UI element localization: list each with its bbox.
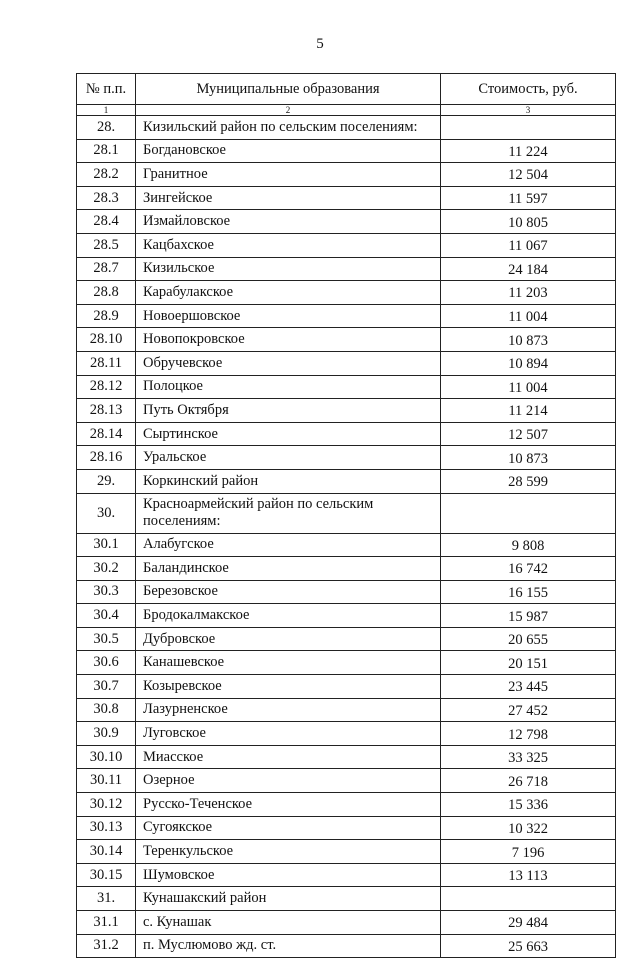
header-cost: Стоимость, руб. [441,74,616,105]
row-municipality: Сыртинское [136,422,441,446]
row-number: 30.11 [77,769,136,793]
row-number: 28.8 [77,281,136,305]
table-row [77,304,616,328]
table-row [77,533,616,557]
row-cost: 11 004 [441,375,616,399]
row-number: 28.4 [77,210,136,234]
row-municipality: Коркинский район [136,469,441,493]
table-row [77,257,616,281]
row-municipality: Гранитное [136,163,441,187]
row-municipality: Полоцкое [136,375,441,399]
row-number: 28.12 [77,375,136,399]
table-row [77,887,616,911]
row-number: 28.16 [77,446,136,470]
row-cost: 12 507 [441,422,616,446]
row-cost: 33 325 [441,745,616,769]
row-municipality: Зингейское [136,186,441,210]
row-number: 28.10 [77,328,136,352]
row-number: 29. [77,469,136,493]
table-header-row [77,74,616,105]
row-municipality: Уральское [136,446,441,470]
row-municipality: Озерное [136,769,441,793]
row-municipality: Луговское [136,722,441,746]
row-municipality: Новопокровское [136,328,441,352]
row-municipality: Новоершовское [136,304,441,328]
row-number: 30.3 [77,580,136,604]
row-municipality: Русско-Теченское [136,793,441,817]
row-cost: 15 987 [441,604,616,628]
row-number: 30.14 [77,840,136,864]
row-cost: 20 151 [441,651,616,675]
row-cost: 15 336 [441,793,616,817]
row-number: 28. [77,116,136,140]
page-number: 5 [316,36,324,52]
row-cost [441,887,616,911]
table-row [77,116,616,140]
table-row [77,469,616,493]
table-row [77,722,616,746]
row-cost: 10 873 [441,446,616,470]
row-cost: 7 196 [441,840,616,864]
table-row [77,816,616,840]
table-row [77,399,616,423]
row-cost: 10 873 [441,328,616,352]
table-row [77,934,616,958]
row-cost: 12 798 [441,722,616,746]
row-municipality: Дубровское [136,627,441,651]
row-cost: 16 742 [441,557,616,581]
table-row [77,233,616,257]
row-cost: 13 113 [441,863,616,887]
row-municipality: Миасское [136,745,441,769]
table-row [77,911,616,935]
row-cost [441,493,616,533]
row-municipality: Красноармейский район по сельским поселениям: [136,493,441,533]
row-municipality: Обручевское [136,351,441,375]
table-row [77,769,616,793]
row-number: 28.5 [77,233,136,257]
row-cost: 11 004 [441,304,616,328]
row-cost: 10 894 [441,351,616,375]
column-index-row [77,105,616,116]
row-municipality: Измайловское [136,210,441,234]
row-municipality: с. Кунашак [136,911,441,935]
table-row [77,328,616,352]
table-row [77,863,616,887]
row-number: 30.10 [77,745,136,769]
header-municipality: Муниципальные образования [136,74,441,105]
table-row [77,745,616,769]
table-row [77,604,616,628]
row-cost: 26 718 [441,769,616,793]
header-number: № п.п. [77,74,136,105]
row-number: 28.1 [77,139,136,163]
row-municipality: Кунашакский район [136,887,441,911]
row-cost: 24 184 [441,257,616,281]
table-row [77,351,616,375]
table-row [77,557,616,581]
row-number: 31. [77,887,136,911]
row-number: 28.7 [77,257,136,281]
row-number: 30.2 [77,557,136,581]
row-cost: 25 663 [441,934,616,958]
table-row [77,840,616,864]
table-row [77,446,616,470]
row-municipality: Богдановское [136,139,441,163]
row-cost: 11 224 [441,139,616,163]
row-municipality: п. Муслюмово жд. ст. [136,934,441,958]
table-row [77,493,616,533]
table-row [77,627,616,651]
row-cost: 11 214 [441,399,616,423]
row-cost: 11 067 [441,233,616,257]
row-municipality: Кизильское [136,257,441,281]
row-number: 30.13 [77,816,136,840]
row-number: 28.11 [77,351,136,375]
row-number: 30. [77,493,136,533]
row-municipality: Теренкульское [136,840,441,864]
row-municipality: Бродокалмакское [136,604,441,628]
row-cost: 9 808 [441,533,616,557]
row-municipality: Баландинское [136,557,441,581]
table-row [77,186,616,210]
cost-table [76,73,616,958]
row-municipality: Березовское [136,580,441,604]
row-municipality: Кацбахское [136,233,441,257]
row-cost: 10 805 [441,210,616,234]
row-number: 30.15 [77,863,136,887]
row-cost: 28 599 [441,469,616,493]
row-cost: 27 452 [441,698,616,722]
row-number: 30.6 [77,651,136,675]
table-row [77,675,616,699]
row-number: 30.7 [77,675,136,699]
row-cost: 20 655 [441,627,616,651]
table-row [77,210,616,234]
row-municipality: Козыревское [136,675,441,699]
table-row [77,698,616,722]
row-number: 28.13 [77,399,136,423]
row-municipality: Карабулакское [136,281,441,305]
row-number: 30.9 [77,722,136,746]
column-index-3: 3 [441,105,616,116]
row-number: 30.5 [77,627,136,651]
table-row [77,281,616,305]
row-cost: 16 155 [441,580,616,604]
row-municipality: Канашевское [136,651,441,675]
row-cost [441,116,616,140]
table-row [77,163,616,187]
table-row [77,651,616,675]
row-number: 28.9 [77,304,136,328]
row-number: 30.12 [77,793,136,817]
row-number: 30.1 [77,533,136,557]
row-municipality: Сугоякское [136,816,441,840]
row-number: 28.2 [77,163,136,187]
row-number: 30.8 [77,698,136,722]
column-index-2: 2 [136,105,441,116]
row-cost: 23 445 [441,675,616,699]
table-row [77,580,616,604]
row-number: 28.14 [77,422,136,446]
table-row [77,793,616,817]
row-municipality: Шумовское [136,863,441,887]
row-municipality: Кизильский район по сельским поселениям: [136,116,441,140]
row-cost: 11 597 [441,186,616,210]
row-cost: 11 203 [441,281,616,305]
table-row [77,139,616,163]
row-municipality: Лазурненское [136,698,441,722]
row-number: 30.4 [77,604,136,628]
row-municipality: Путь Октября [136,399,441,423]
row-number: 28.3 [77,186,136,210]
table-row [77,375,616,399]
row-cost: 12 504 [441,163,616,187]
row-number: 31.1 [77,911,136,935]
row-number: 31.2 [77,934,136,958]
row-cost: 10 322 [441,816,616,840]
row-municipality: Алабугское [136,533,441,557]
table-row [77,422,616,446]
column-index-1: 1 [77,105,136,116]
row-cost: 29 484 [441,911,616,935]
